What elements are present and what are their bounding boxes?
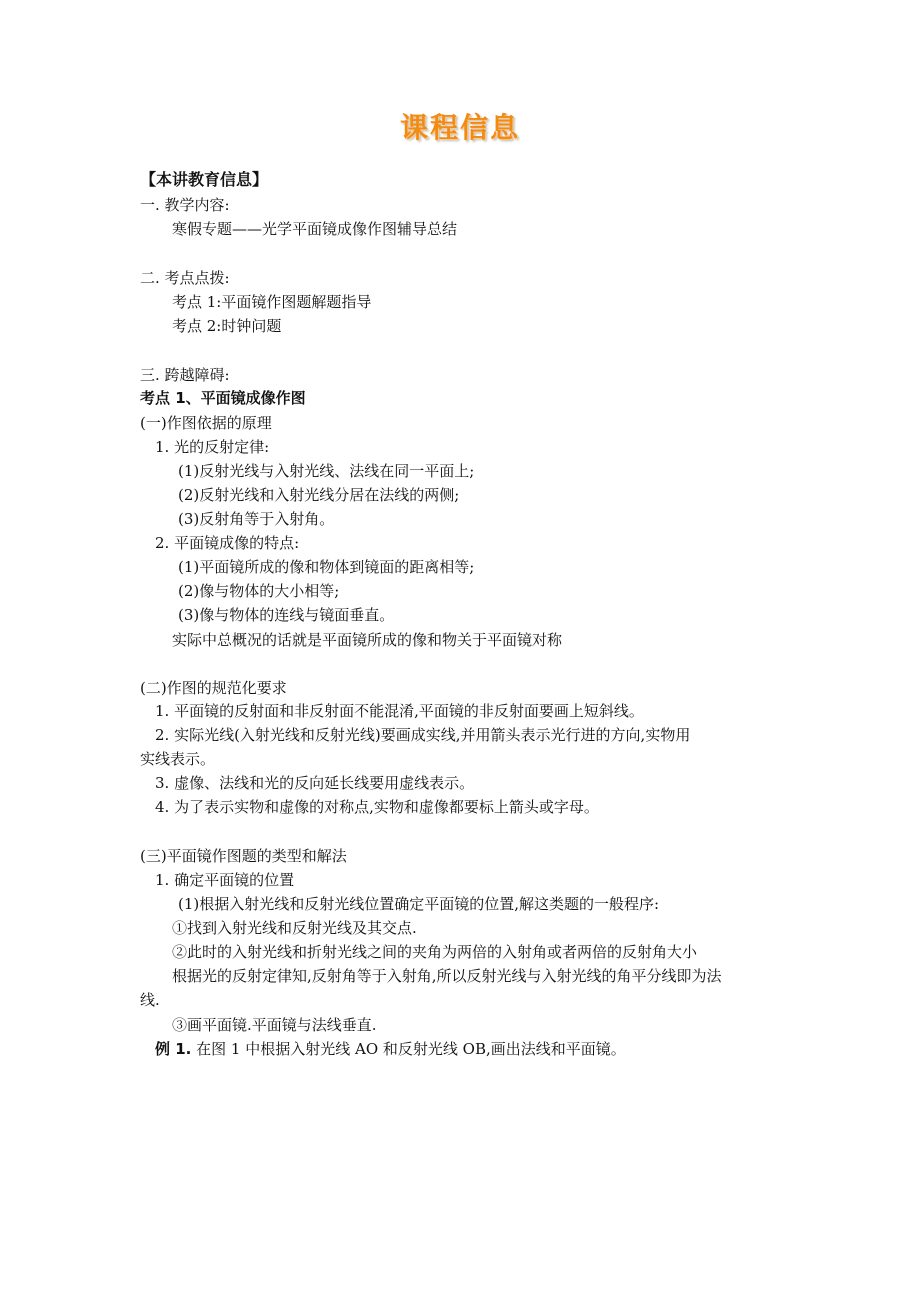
page-title: 课程信息 (399, 111, 520, 144)
sub2-rule: 2. 实际光线(入射光线和反射光线)要画成实线,并用箭头表示光行进的方向,实物用 (155, 726, 691, 744)
sub1-point: (1)平面镜所成的像和物体到镜面的距离相等; (178, 558, 475, 576)
sub2-rule-cont: 实线表示。 (140, 750, 216, 768)
sub2-rule: 1. 平面镜的反射面和非反射面不能混淆,平面镜的非反射面要画上短斜线。 (155, 702, 644, 720)
sub1-item2: 2. 平面镜成像的特点: (155, 534, 300, 552)
part3-heading: 三. 跨越障碍: (140, 366, 230, 384)
sub1-summary: 实际中总概况的话就是平面镜所成的像和物关于平面镜对称 (172, 631, 563, 649)
sub1-point: (3)反射角等于入射角。 (178, 510, 335, 528)
sub3-line: ②此时的入射光线和折射光线之间的夹角为两倍的入射角或者两倍的反射角大小 (172, 943, 698, 961)
sub1-point: (3)像与物体的连线与镜面垂直。 (178, 606, 395, 624)
part1-heading: 一. 教学内容: (140, 196, 230, 214)
kaodian-title: 考点 1、平面镜成像作图 (140, 389, 306, 407)
example-label: 例 1. (155, 1040, 192, 1058)
sub3-heading: (三)平面镜作图题的类型和解法 (140, 847, 347, 865)
sub2-heading: (二)作图的规范化要求 (140, 679, 287, 697)
sub3-line: ③画平面镜.平面镜与法线垂直. (172, 1016, 377, 1034)
sub3-item1: 1. 确定平面镜的位置 (155, 871, 295, 889)
sub1-point: (1)反射光线与入射光线、法线在同一平面上; (178, 462, 475, 480)
section-header: 【本讲教育信息】 (140, 170, 269, 189)
sub3-line: (1)根据入射光线和反射光线位置确定平面镜的位置,解这类题的一般程序: (178, 895, 660, 913)
sub2-rule: 3. 虚像、法线和光的反向延长线要用虚线表示。 (155, 774, 475, 792)
example-text: 在图 1 中根据入射光线 AO 和反射光线 OB,画出法线和平面镜。 (196, 1040, 626, 1058)
part2-item: 考点 2:时钟问题 (172, 317, 282, 335)
sub1-point: (2)像与物体的大小相等; (178, 582, 340, 600)
sub1-point: (2)反射光线和入射光线分居在法线的两侧; (178, 486, 460, 504)
part2-item: 考点 1:平面镜作图题解题指导 (172, 293, 372, 311)
part2-heading: 二. 考点点拨: (140, 269, 230, 287)
sub3-line: 根据光的反射定律知,反射角等于入射角,所以反射光线与入射光线的角平分线即为法 (172, 967, 722, 985)
example-1 (155, 1039, 626, 1059)
sub2-rule: 4. 为了表示实物和虚像的对称点,实物和虚像都要标上箭头或字母。 (155, 798, 599, 816)
sub3-line-cont: 线. (140, 991, 160, 1009)
sub1-heading: (一)作图依据的原理 (140, 414, 272, 432)
part1-content: 寒假专题——光学平面镜成像作图辅导总结 (172, 220, 458, 238)
sub3-line: ①找到入射光线和反射光线及其交点. (172, 919, 417, 937)
sub1-item1: 1. 光的反射定律: (155, 438, 270, 456)
